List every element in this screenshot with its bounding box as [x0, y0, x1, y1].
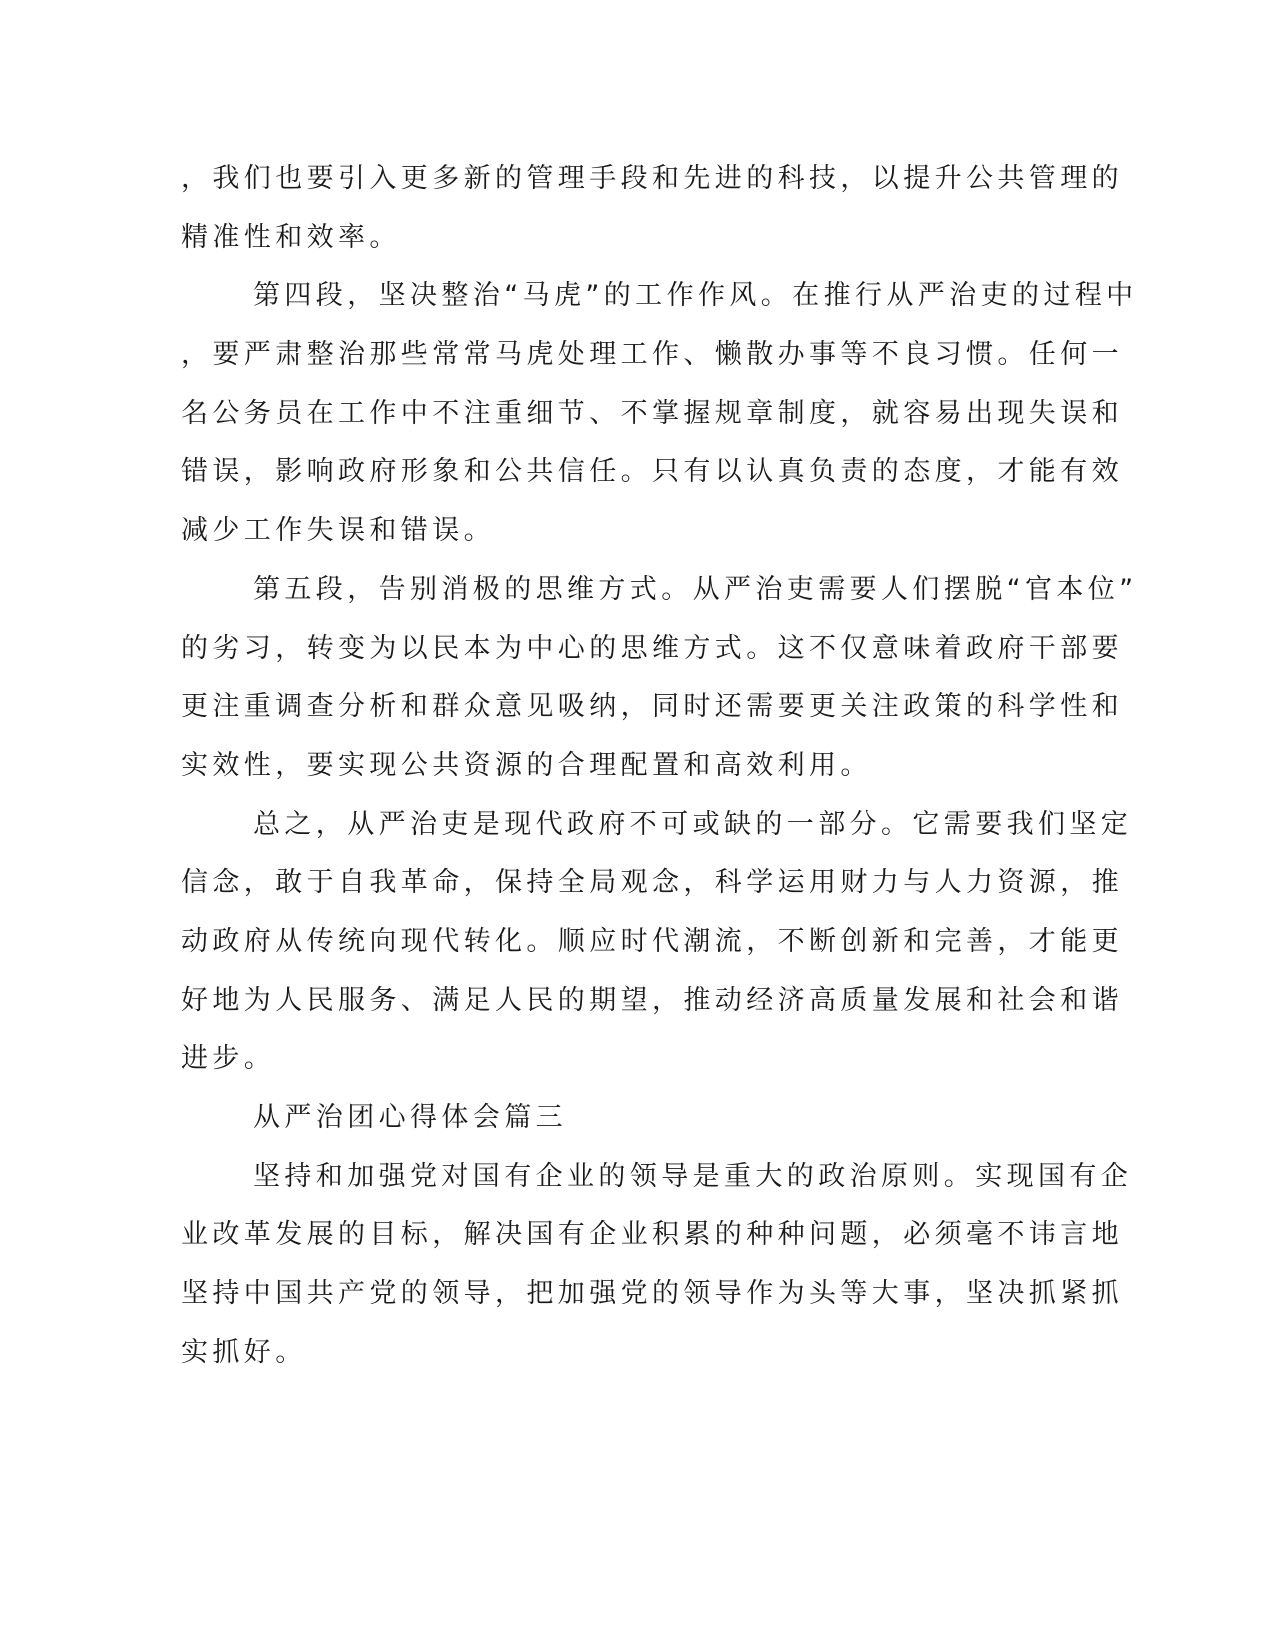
- text-line: ，要严肃整治那些常常马虎处理工作、懒散办事等不良习惯。任何一: [181, 339, 1123, 371]
- section-heading-text: 从严治团心得体会篇三: [253, 1102, 567, 1133]
- text-line: 动政府从传统向现代转化。顺应时代潮流，不断创新和完善，才能更: [181, 925, 1123, 957]
- text-line: 进步。: [181, 1043, 276, 1075]
- text-line: 第五段，告别消极的思维方式。从严治吏需要人们摆脱“官本位”: [253, 573, 1138, 605]
- text-line: 的劣习，转变为以民本为中心的思维方式。这不仅意味着政府干部要: [181, 632, 1123, 664]
- text-line: 总之，从严治吏是现代政府不可或缺的一部分。它需要我们坚定: [253, 808, 1133, 840]
- paragraph-section-four: [181, 267, 1138, 560]
- text-line: 更注重调查分析和群众意见吸纳，同时还需要更关注政策的科学性和: [181, 691, 1123, 723]
- text-line: ，我们也要引入更多新的管理手段和先进的科技，以提升公共管理的: [181, 163, 1123, 194]
- section-heading: [181, 1089, 1031, 1148]
- document-page: [181, 150, 1138, 1382]
- text-line: 第四段，坚决整治“马虎”的工作作风。在推行从严治吏的过程中: [253, 280, 1138, 312]
- text-line: 精准性和效率。: [181, 221, 401, 253]
- paragraph-party-leadership: [181, 1148, 1133, 1383]
- paragraph-section-five: [181, 561, 1138, 796]
- text-line: 坚持中国共产党的领导，把加强党的领导作为头等大事，坚决抓紧抓: [181, 1278, 1123, 1310]
- text-line: 名公务员在工作中不注重细节、不掌握规章制度，就容易出现失误和: [181, 397, 1123, 429]
- text-line: 坚持和加强党对国有企业的领导是重大的政治原则。实现国有企: [253, 1160, 1133, 1192]
- paragraph-conclusion: [181, 796, 1133, 1089]
- text-line: 业改革发展的目标，解决国有企业积累的种种问题，必须毫不讳言地: [181, 1219, 1123, 1251]
- text-line: 好地为人民服务、满足人民的期望，推动经济高质量发展和社会和谐: [181, 984, 1123, 1016]
- text-line: 实效性，要实现公共资源的合理配置和高效利用。: [181, 749, 872, 781]
- text-line: 信念，敢于自我革命，保持全局观念，科学运用财力与人力资源，推: [181, 867, 1123, 899]
- text-line: 错误，影响政府形象和公共信任。只有以认真负责的态度，才能有效: [181, 456, 1123, 488]
- text-line: 实抓好。: [181, 1336, 307, 1368]
- paragraph-continued: [181, 150, 1123, 267]
- text-line: 减少工作失误和错误。: [181, 515, 495, 547]
